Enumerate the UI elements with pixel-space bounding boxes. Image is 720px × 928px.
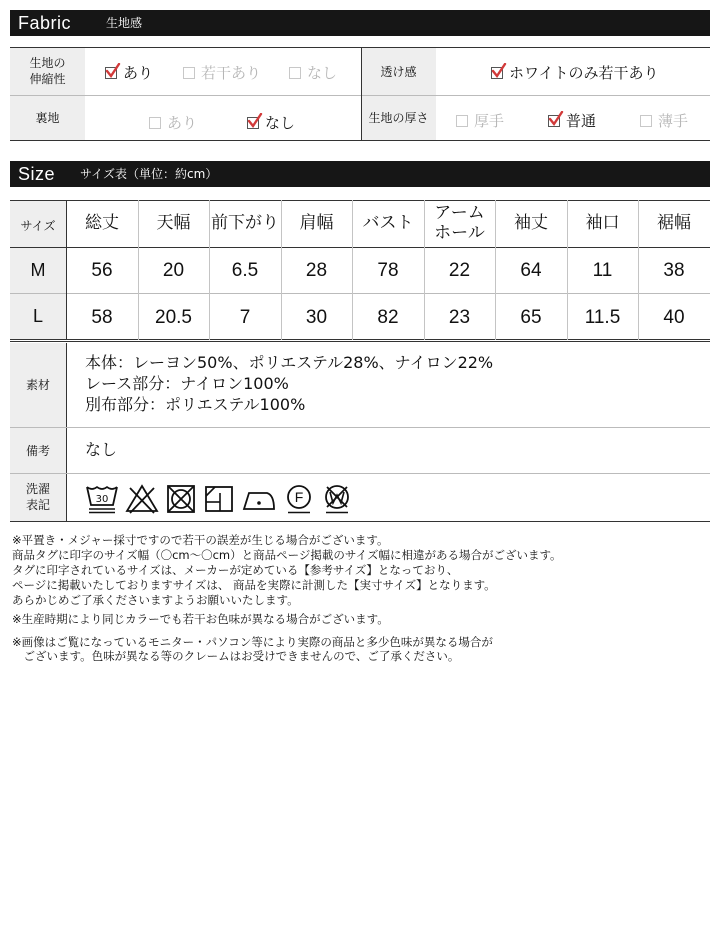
col-header-length: 総丈 bbox=[85, 213, 119, 233]
lining-option-yes: あり bbox=[149, 112, 197, 133]
size-cell-l: L bbox=[32, 306, 43, 326]
thickness-option-thin: 薄手 bbox=[640, 110, 688, 131]
checkbox-checked-icon bbox=[247, 117, 259, 129]
table-cell: 38 bbox=[663, 260, 685, 281]
dry-clean-f-icon bbox=[283, 483, 315, 515]
col-header-sleeve-length: 袖丈 bbox=[514, 213, 548, 233]
col-header-front-drop: 前下がり bbox=[211, 213, 279, 233]
checkbox-checked-icon bbox=[491, 67, 503, 79]
table-cell: 22 bbox=[448, 260, 471, 281]
thickness-label: 生地の厚さ bbox=[368, 111, 429, 125]
wash-temp-label: 30 bbox=[95, 494, 109, 505]
iron-low-icon bbox=[241, 483, 277, 515]
table-cell: 11.5 bbox=[584, 307, 621, 328]
material-line-body: 本体：レーヨン50%、ポリエステル28%、ナイロン22% bbox=[85, 353, 494, 372]
note-line: 商品タグに印字のサイズ幅（〇cm〜〇cm）と商品ページ掲載のサイズ幅に相違がある場合がございます。 bbox=[12, 548, 562, 562]
stretch-label: 生地の 伸縮性 bbox=[29, 56, 66, 86]
thickness-option-thick: 厚手 bbox=[456, 110, 504, 131]
note-line: ページに掲載いたしておりますサイズは、 商品を実際に計測した【実寸サイズ】となります。 bbox=[12, 578, 496, 592]
table-cell: 23 bbox=[448, 307, 471, 328]
table-cell: 7 bbox=[239, 307, 251, 328]
table-cell: 11 bbox=[592, 260, 613, 281]
col-header-hem-width: 裾幅 bbox=[657, 213, 691, 233]
table-cell: 40 bbox=[663, 307, 685, 328]
stretch-option-yes: あり bbox=[105, 62, 153, 83]
col-header-neck-width: 天幅 bbox=[156, 213, 191, 233]
table-cell: 64 bbox=[520, 260, 542, 281]
table-cell: 30 bbox=[305, 307, 328, 328]
note-line: ございます。色味が異なる等のクレームはお受けできませんので、ご了承ください。 bbox=[12, 649, 460, 663]
no-wet-clean-icon bbox=[321, 483, 353, 515]
care-icons bbox=[85, 483, 353, 515]
fabric-title: Fabric bbox=[18, 13, 72, 33]
checkbox-unchecked-icon bbox=[640, 115, 652, 127]
sheer-option-white-slight: ホワイトのみ若干あり bbox=[491, 62, 659, 83]
dry-clean-letter: F bbox=[294, 489, 304, 505]
table-cell: 20.5 bbox=[155, 307, 192, 328]
col-header-bust: バスト bbox=[362, 213, 414, 233]
checkbox-unchecked-icon bbox=[456, 115, 468, 127]
note-line: ※画像はご覧になっているモニター・パソコン等により実際の商品と多少色味が異なる場合が bbox=[12, 635, 493, 649]
size-subtitle: サイズ表（単位：約cm） bbox=[80, 167, 218, 181]
note-line: ※平置き・メジャー採寸ですので若干の誤差が生じる場合がございます。 bbox=[12, 533, 389, 547]
remarks-value: なし bbox=[85, 440, 118, 459]
washing-label: 洗濯 表記 bbox=[25, 482, 50, 512]
size-title: Size bbox=[18, 164, 56, 184]
note-line: ※生産時期により同じカラーでも若干お色味が異なる場合がございます。 bbox=[12, 612, 389, 626]
material-line-lace: レース部分：ナイロン100% bbox=[85, 374, 289, 393]
fabric-header-bar bbox=[10, 10, 710, 36]
checkbox-unchecked-icon bbox=[183, 67, 195, 79]
thickness-option-normal: 普通 bbox=[548, 110, 596, 131]
checkbox-checked-icon bbox=[548, 115, 560, 127]
table-cell: 28 bbox=[305, 260, 328, 281]
size-header-bar bbox=[10, 161, 710, 187]
material-label: 素材 bbox=[25, 378, 50, 392]
note-line: タグに印字されているサイズは、メーカーが定めている【参考サイズ】となっており、 bbox=[12, 563, 459, 577]
table-cell: 56 bbox=[91, 260, 113, 281]
checkbox-unchecked-icon bbox=[149, 117, 161, 129]
table-cell: 82 bbox=[377, 307, 399, 328]
stretch-option-none: なし bbox=[289, 62, 337, 83]
col-header-armhole: アーム ホール bbox=[434, 203, 485, 243]
col-header-shoulder: 肩幅 bbox=[299, 213, 334, 233]
table-cell: 65 bbox=[520, 307, 542, 328]
table-cell: 6.5 bbox=[231, 260, 259, 281]
lining-label: 裏地 bbox=[35, 111, 60, 125]
material-line-other: 別布部分：ポリエステル100% bbox=[85, 395, 306, 414]
sheer-label: 透け感 bbox=[380, 65, 417, 79]
lining-option-none: なし bbox=[247, 112, 295, 133]
table-cell: 20 bbox=[162, 260, 185, 281]
col-header-cuff: 袖口 bbox=[585, 213, 620, 233]
checkbox-checked-icon bbox=[105, 67, 117, 79]
no-bleach-icon bbox=[125, 483, 159, 515]
line-dry-shade-icon bbox=[203, 483, 235, 515]
stretch-option-slight: 若干あり bbox=[183, 62, 261, 83]
size-cell-m: M bbox=[30, 260, 46, 280]
size-corner-label: サイズ bbox=[20, 219, 56, 233]
remarks-label: 備考 bbox=[25, 444, 50, 458]
table-cell: 58 bbox=[91, 307, 113, 328]
note-line: あらかじめご了承くださいますようお願いいたします。 bbox=[12, 593, 299, 607]
checkbox-unchecked-icon bbox=[289, 67, 301, 79]
no-tumble-dry-icon bbox=[165, 483, 197, 515]
table-cell: 78 bbox=[377, 260, 399, 281]
fabric-subtitle: 生地感 bbox=[106, 16, 143, 30]
wash-30-icon bbox=[85, 483, 119, 515]
